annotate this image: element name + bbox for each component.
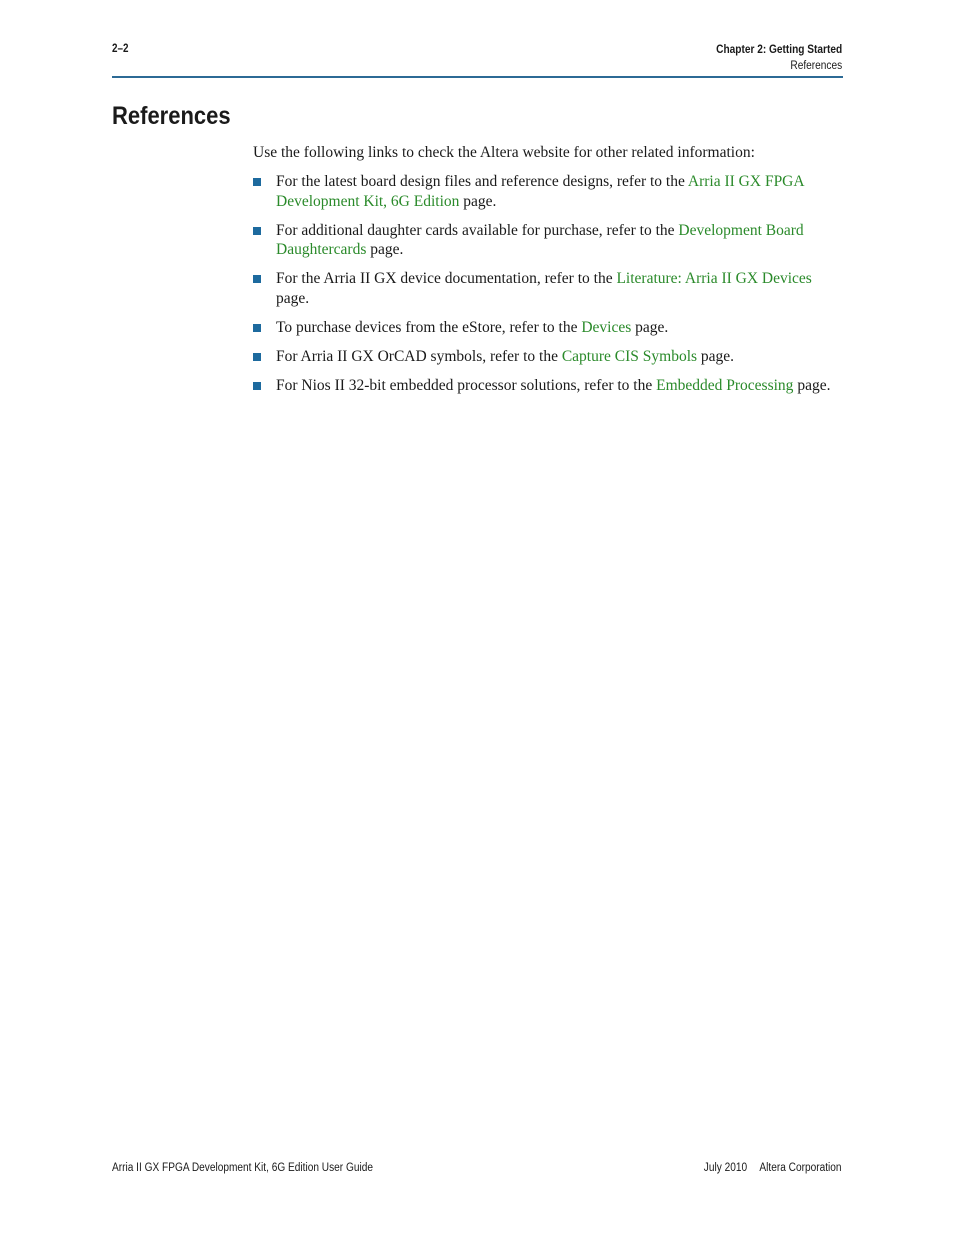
square-bullet-icon bbox=[253, 275, 261, 283]
item-text-before: For Nios II 32-bit embedded processor solutions, refer to the bbox=[276, 376, 657, 394]
item-text-after: page. bbox=[276, 289, 310, 307]
list-item bbox=[253, 347, 833, 367]
item-text-before: To purchase devices from the eStore, refer to the bbox=[276, 318, 582, 336]
link-embedded-processing[interactable]: Embedded Processing bbox=[656, 376, 794, 394]
page-number: 2–2 bbox=[112, 43, 129, 55]
item-text-after: page. bbox=[631, 318, 669, 336]
link-arria-ii-gx-dev-kit[interactable]: Arria II GX FPGA Development Kit, 6G Edition bbox=[276, 173, 804, 210]
header-rule bbox=[112, 76, 843, 78]
item-text-after: page. bbox=[793, 376, 831, 394]
link-devices[interactable]: Devices bbox=[581, 318, 632, 336]
square-bullet-icon bbox=[253, 353, 261, 361]
reference-list bbox=[253, 172, 833, 405]
list-item bbox=[253, 318, 833, 338]
section-title: References bbox=[112, 102, 231, 130]
item-text-before: For additional daughter cards available for purchase, refer to the bbox=[276, 221, 679, 239]
link-literature-arria-ii-gx-devices[interactable]: Literature: Arria II GX Devices bbox=[616, 270, 812, 287]
footer-right bbox=[704, 1162, 842, 1174]
item-text-before: For Arria II GX OrCAD symbols, refer to the bbox=[276, 347, 562, 365]
link-development-board-daughtercards[interactable]: Development Board Daughtercards bbox=[276, 221, 804, 258]
list-item bbox=[253, 376, 833, 396]
square-bullet-icon bbox=[253, 178, 261, 186]
list-item bbox=[253, 269, 833, 308]
footer-document-title: Arria II GX FPGA Development Kit, 6G Edition User Guide bbox=[112, 1162, 373, 1174]
square-bullet-icon bbox=[253, 324, 261, 332]
running-header bbox=[716, 43, 842, 74]
header-chapter: Chapter 2: Getting Started bbox=[716, 44, 842, 56]
item-text-after: page. bbox=[697, 347, 735, 365]
footer-date: July 2010 bbox=[704, 1162, 748, 1174]
footer-company: Altera Corporation bbox=[759, 1162, 842, 1174]
item-text-after: page. bbox=[459, 192, 497, 210]
intro-paragraph: Use the following links to check the Altera website for other related information: bbox=[253, 144, 755, 161]
list-item bbox=[253, 221, 833, 260]
item-text-before: For the Arria II GX device documentation, refer to the bbox=[276, 270, 617, 287]
link-capture-cis-symbols[interactable]: Capture CIS Symbols bbox=[561, 347, 698, 365]
list-item bbox=[253, 172, 833, 211]
header-section: References bbox=[790, 59, 842, 72]
item-text-before: For the latest board design files and reference designs, refer to the bbox=[276, 173, 688, 190]
square-bullet-icon bbox=[253, 382, 261, 390]
square-bullet-icon bbox=[253, 227, 261, 235]
item-text-after: page. bbox=[366, 241, 404, 258]
